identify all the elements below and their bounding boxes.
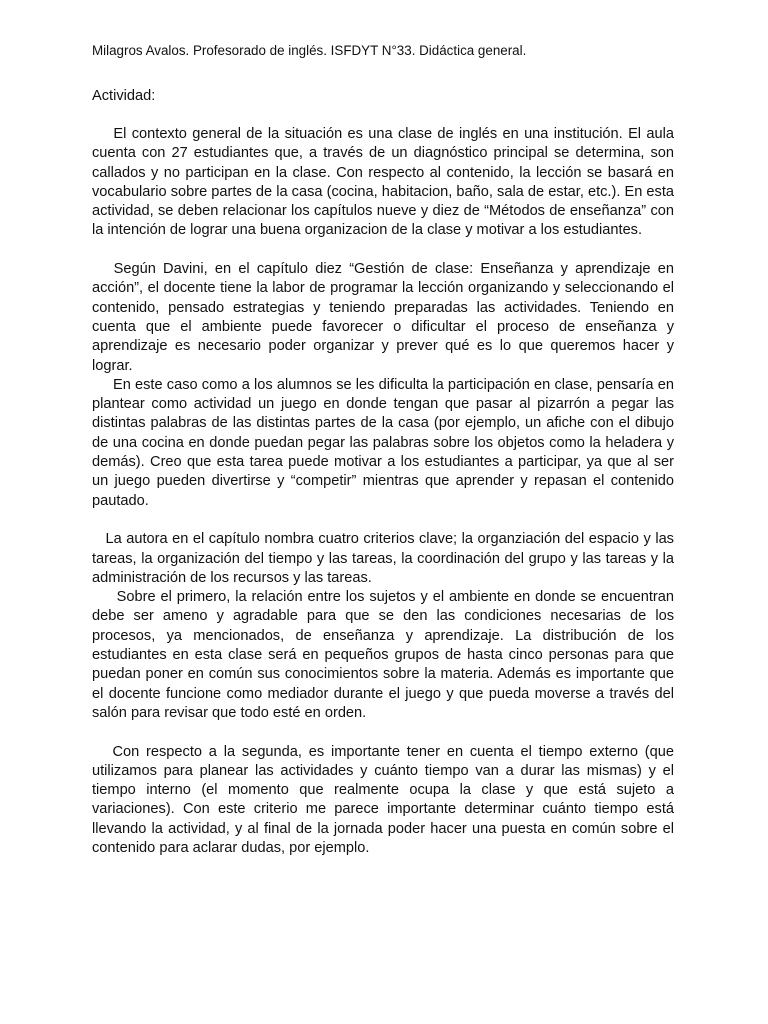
paragraph-criteria: La autora en el capítulo nombra cuatro criterios clave; la organziación del espacio y las tareas, la organización del tiempo y las tareas, la coordinación del grupo y las tareas y la administración de los recursos y las tareas.	[92, 531, 679, 586]
paragraph-space-organization: Sobre el primero, la relación entre los sujetos y el ambiente en donde se encuentran debe ser ameno y agradable para que se den las condiciones necesarias de los procesos, ya mencionados, de enseñanza y aprendizaje. La distribución de los estudiantes en esta clase será en pequeños grupos de hasta cinco personas para que puedan poner en común sus conocimientos sobre la materia. Además es importante que el docente funcione como mediador durante el juego y que pueda moverse a través del salón para revisar que todo esté en orden.	[92, 589, 679, 721]
paragraph-context: El contexto general de la situación es una clase de inglés en una institución. El aula cuenta con 27 estudiantes que, a través de un diagnóstico principal se determina, son callados y no participan en la clase. Con respecto al contenido, la lección se basará en vocabulario sobre partes de la casa (cocina, habitacion, baño, sala de estar, etc.). En esta actividad, se deben relacionar los capítulos nueve y diez de “Métodos de enseñanza” con la intención de lograr una buena organizacion de la clase y motivar a los estudiantes.	[92, 126, 679, 239]
paragraph-time-organization: Con respecto a la segunda, es importante tener en cuenta el tiempo externo (que utilizamos para planear las actividades y cuánto tiempo van a durar las mismas) y el tiempo interno (el momento que realmente ocupa la clase y que está sujeto a variaciones). Con este criterio me parece importante determinar cuánto tiempo está llevando la actividad, y al final de la jornada poder hacer una puesta en común sobre el contenido para aclarar dudas, por ejemplo.	[92, 743, 679, 856]
paragraph-game-activity: En este caso como a los alumnos se les dificulta la participación en clase, pensaría en plantear como actividad un juego en donde tengan que pasar al pizarrón a pegar las distintas palabras de las distintas partes de la casa (por ejemplo, un afiche con el dibujo de una cocina en donde puedan pegar las palabras sobre los objetos como la heladera y demás). Creo que esta tarea puede motivar a los estudiantes a participar, ya que al ser un juego pueden divertirse y “competir” mientras que aprender y repasan el contenido pautado.	[92, 376, 679, 509]
activity-heading: Actividad:	[92, 88, 156, 104]
document-page	[92, 41, 679, 858]
paragraph-davini: Según Davini, en el capítulo diez “Gestión de clase: Enseñanza y aprendizaje en acción”, el docente tiene la labor de programar la lección organizando y seleccionando el contenido, pensado estrategias y teniendo preparadas las actividades. Teniendo en cuenta que el ambiente puede favorecer o dificultar el proceso de enseñanza y aprendizaje es necesario poder organizar y prever qué es lo que queremos hacer y lograr.	[92, 261, 679, 374]
document-header: Milagros Avalos. Profesorado de inglés. ISFDYT N°33. Didáctica general.	[92, 43, 527, 58]
